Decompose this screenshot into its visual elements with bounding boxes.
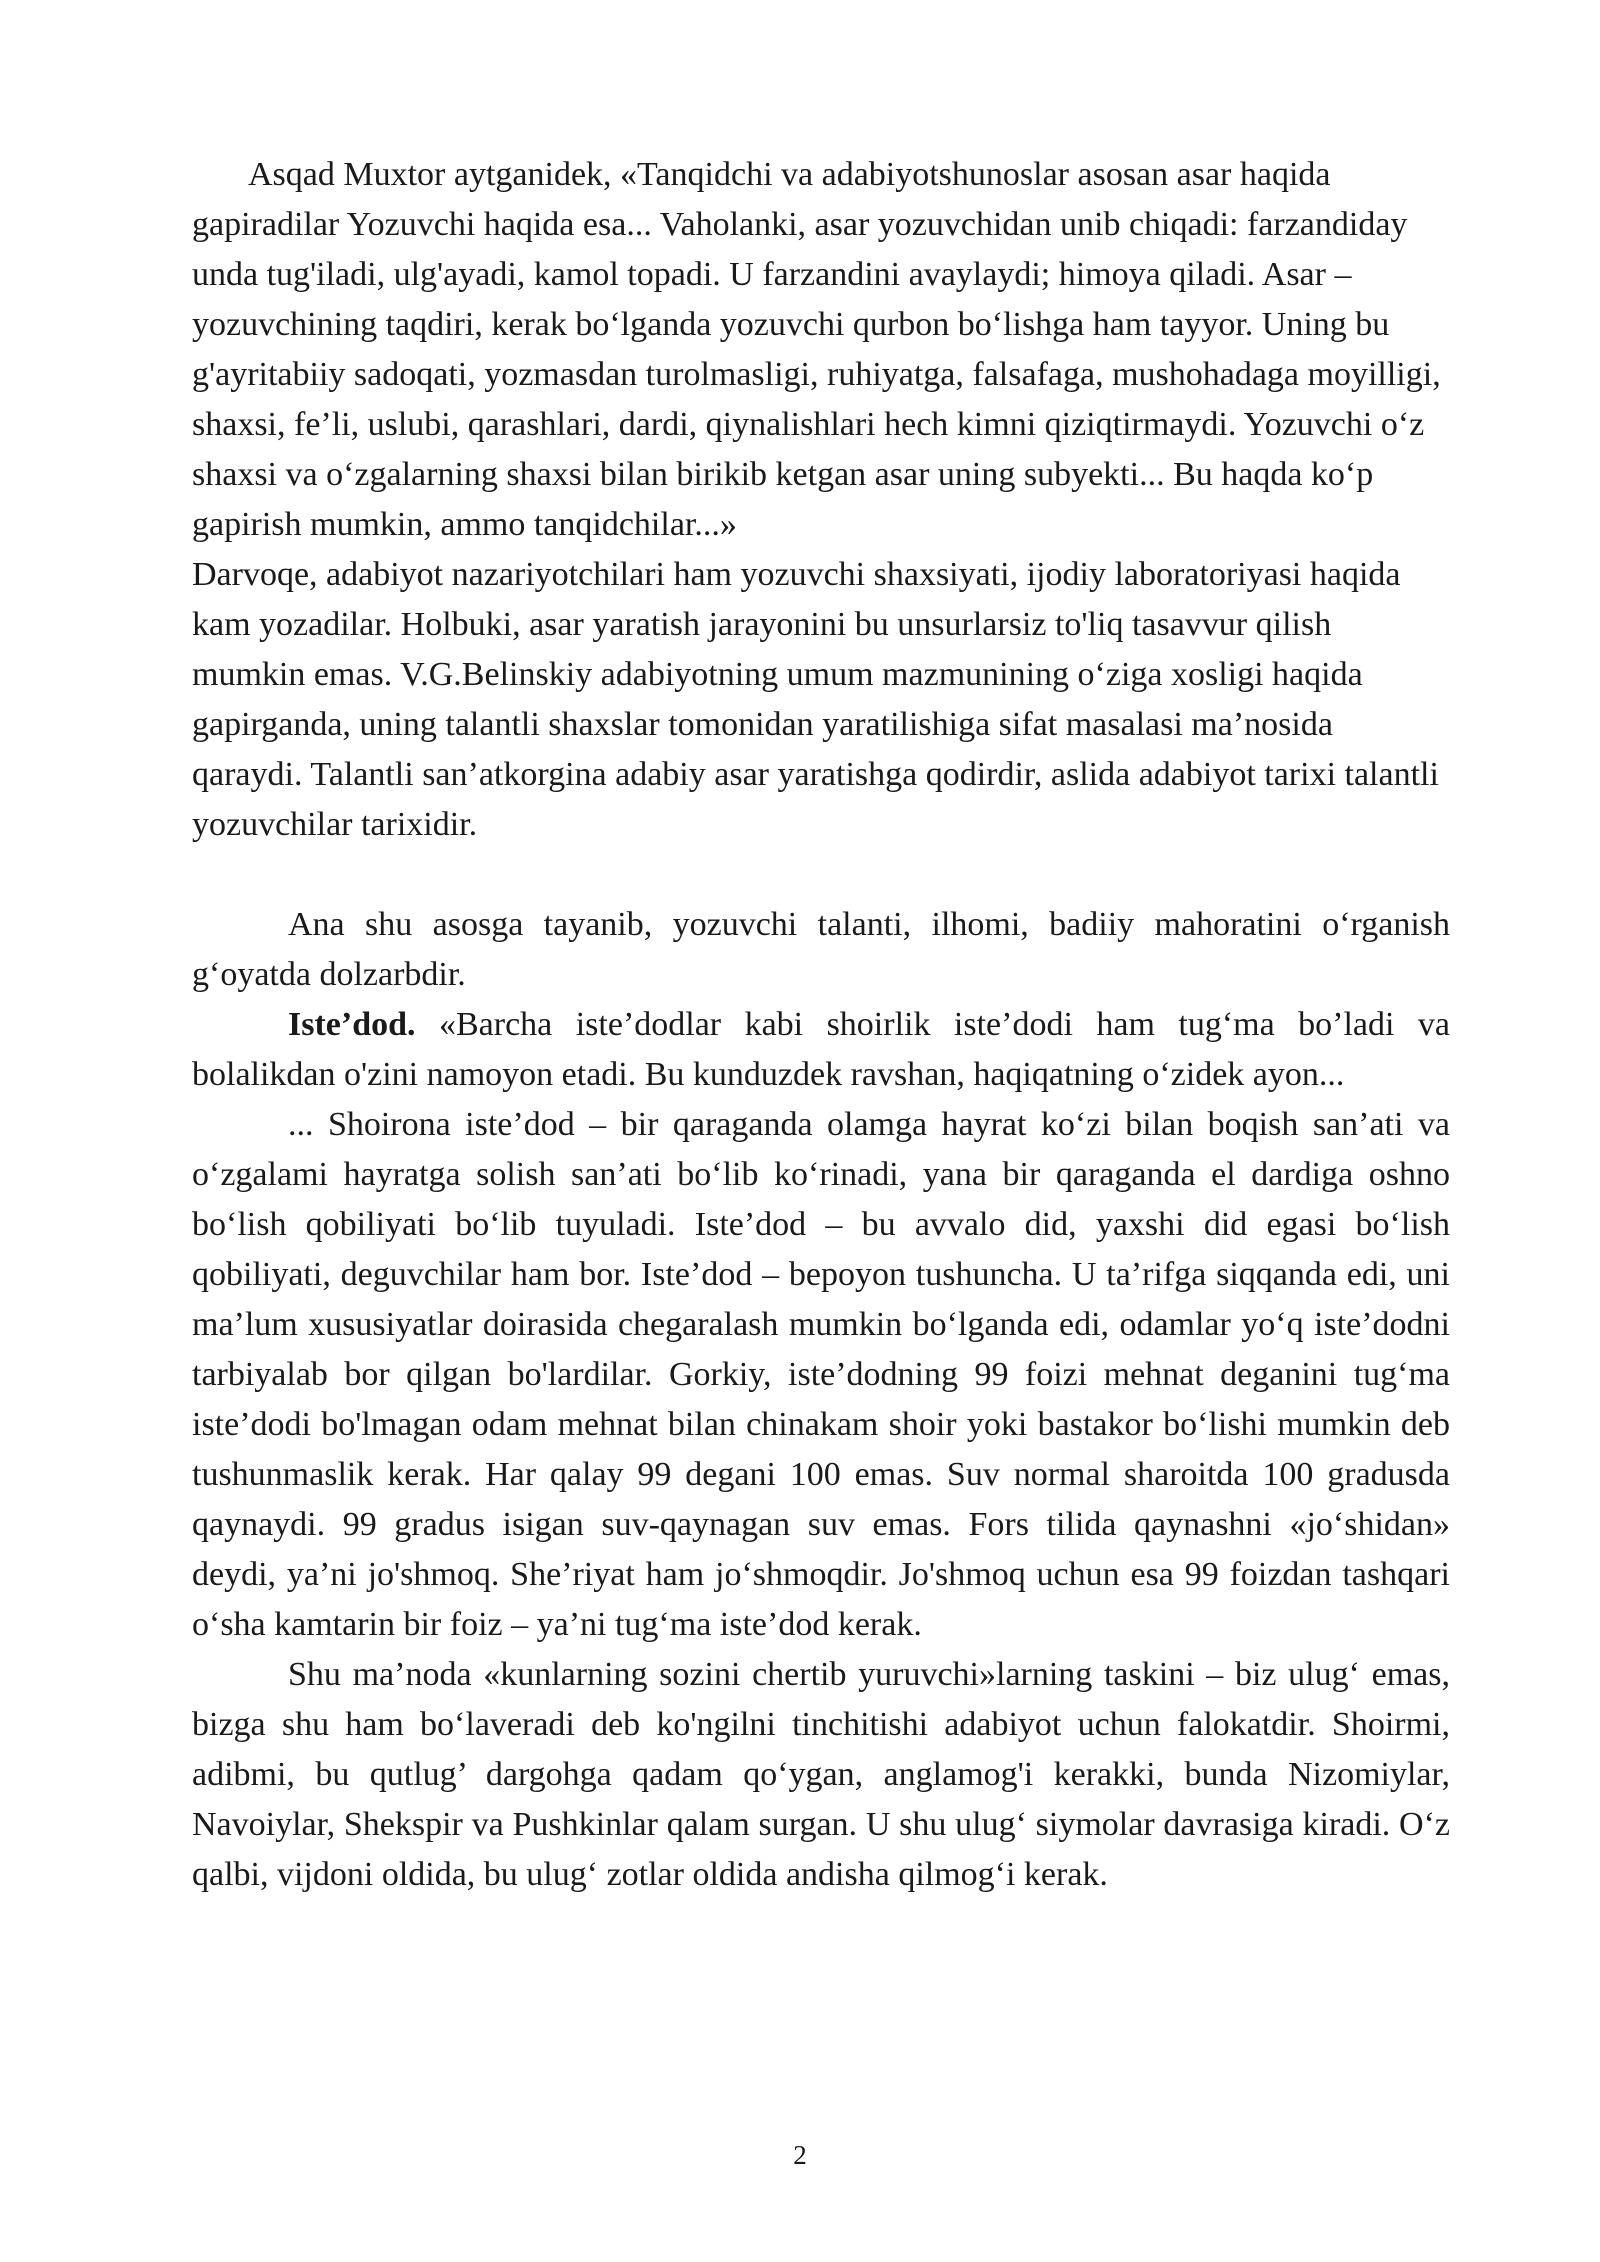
paragraph-darvoqe: Darvoqe, adabiyot nazariyotchilari ham yozuvchi shaxsiyati, ijodiy laboratoriyasi haqida kam yozadilar. Holbuki, asar yaratish jarayonini bu unsurlarsiz to'liq tasavvur qilish mumkin emas. V.G.Belinskiy adabiyotning umum mazmunining o‘ziga xosligi haqida gapirganda, uning talantli shaxslar tomonidan yaratilishiga sifat masalasi ma’nosida qaraydi. Talantli san’atkorgina adabiy asar yaratishga qodirdir, aslida adabiyot tarixi talantli yozuvchilar tarixidir. xyxy=(192,556,1439,843)
body-text-top xyxy=(192,150,1450,850)
page-number: 2 xyxy=(793,2140,807,2170)
paragraph-shoirona-istedod: ... Shoirona iste’dod – bir qaraganda olamga hayrat ko‘zi bilan boqish san’ati va o‘zgalami hayratga solish san’ati bo‘lib ko‘rinadi, yana bir qaraganda el dardiga oshno bo‘lish qobiliyati bo‘lib tuyuladi. Iste’dod – bu avvalo did, yaxshi did egasi bo‘lish qobiliyati, deguvchilar ham bor. Iste’dod – bepoyon tushuncha. U ta’rifga siqqanda edi, uni ma’lum xususiyatlar doirasida chegaralash mumkin bo‘lganda edi, odamlar yo‘q iste’dodni tarbiyalab bor qilgan bo'lardilar. Gorkiy, iste’dodning 99 foizi mehnat deganini tug‘ma iste’dodi bo'lmagan odam mehnat bilan chinakam shoir yoki bastakor bo‘lishi mumkin deb tushunmaslik kerak. Har qalay 99 degani 100 emas. Suv normal sharoitda 100 gradusda qaynaydi. 99 gradus isigan suv-qaynagan suv emas. Fors tilida qaynashni «jo‘shidan» deydi, ya’ni jo'shmoq. She’riyat ham jo‘shmoqdir. Jo'shmoq uchun esa 99 foizdan tashqari o‘sha kamtarin bir foiz – ya’ni tug‘ma iste’dod kerak. xyxy=(192,1106,1450,1643)
section-heading-istedod: Iste’dod. xyxy=(288,1006,416,1043)
paragraph-istedod-text: «Barcha iste’dodlar kabi shoirlik iste’dodi ham tug‘ma bo’ladi va bolalikdan o'zini namoyon etadi. Bu kunduzdek ravshan, haqiqatning o‘zidek ayon... xyxy=(192,1006,1450,1093)
paragraph-ana-shu: Ana shu asosga tayanib, yozuvchi talanti, ilhomi, badiiy mahoratini o‘rganish g‘oyatda dolzarbdir. xyxy=(192,906,1450,993)
body-text-bottom xyxy=(192,900,1450,1900)
paragraph-istedod xyxy=(192,1000,1450,1100)
paragraph-shu-manoda: Shu ma’noda «kunlarning sozini chertib yuruvchi»larning taskini – biz ulug‘ emas, bizga shu ham bo‘laveradi deb ko'ngilni tinchitishi adabiyot uchun falokatdir. Shoirmi, adibmi, bu qutlug’ dargohga qadam qo‘ygan, anglamog'i kerakki, bunda Nizomiylar, Navoiylar, Shekspir va Pushkinlar qalam surgan. U shu ulug‘ siymolar davrasiga kiradi. O‘z qalbi, vijdoni oldida, bu ulug‘ zotlar oldida andisha qilmog‘i kerak. xyxy=(192,1656,1450,1893)
paragraph-asqad-muxtor-quote: Asqad Muxtor aytganidek, «Tanqidchi va adabiyotshunoslar asosan asar haqida gapiradilar Yozuvchi haqida esa... Vaholanki, asar yozuvchidan unib chiqadi: farzandiday unda tug'iladi, ulg'ayadi, kamol topadi. U farzandini avaylaydi; himoya qiladi. Asar – yozuvchining taqdiri, kerak bo‘lganda yozuvchi qurbon bo‘lishga ham tayyor. Uning bu g'ayritabiiy sadoqati, yozmasdan turolmasligi, ruhiyatga, falsafaga, mushohadaga moyilligi, shaxsi, fe’li, uslubi, qarashlari, dardi, qiynalishlari hech kimni qiziqtirmaydi. Yozuvchi o‘z shaxsi va o‘zgalarning shaxsi bilan birikib ketgan asar uning subyekti... Bu haqda ko‘p gapirish mumkin, ammo tanqidchilar...» xyxy=(192,156,1441,543)
